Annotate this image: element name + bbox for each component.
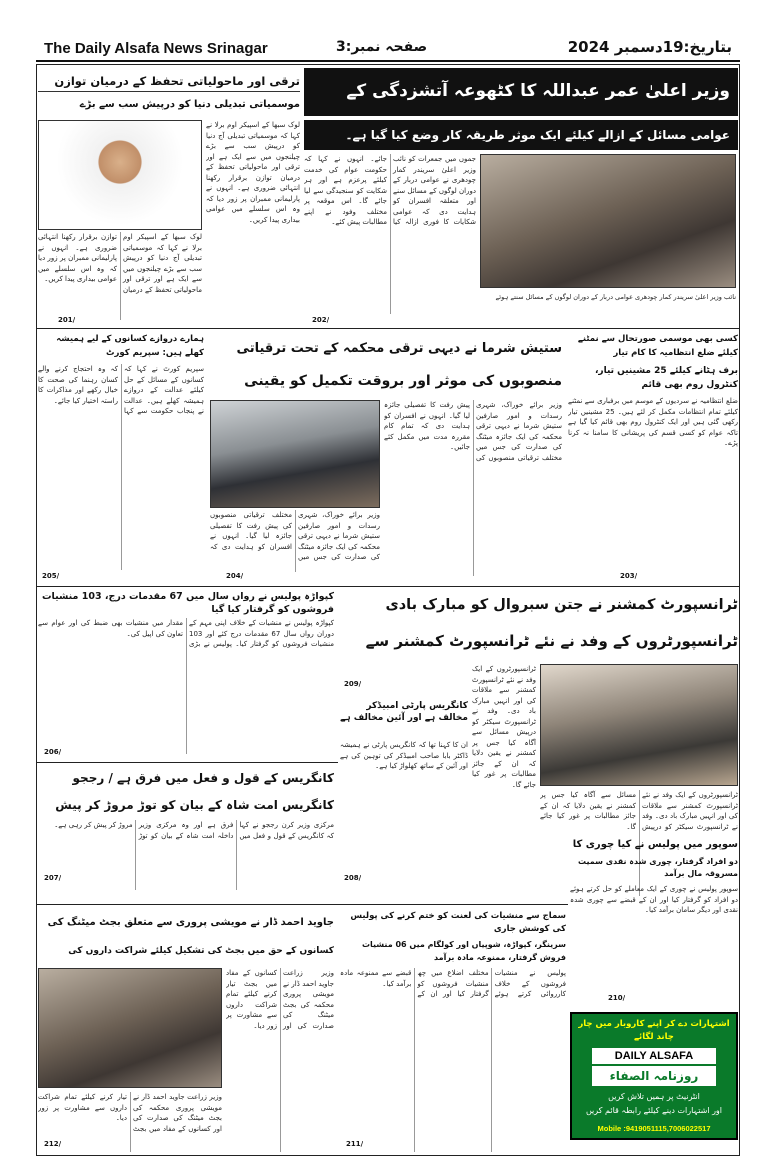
transport-subhead: ٹرانسپورٹروں کے وفد نے نئے ٹرانسپورٹ کمشنر سے [365, 632, 738, 650]
ad-mobile: Mobile :9419051115,7006022517 [597, 1124, 711, 1133]
agri-photo [38, 968, 222, 1088]
police-subhead: دو افراد گرفتار، چوری شدہ نقدی سمیت مسروقہ مال برآمد [578, 857, 738, 878]
ad-top-line: اشتہارات دے کر اپنے کاروبار میں چار چاند لگائے [578, 1019, 730, 1042]
seizure-headline: کپواڑہ پولیس نے رواں سال میں 67 مقدمات درج، 103 منشیات فروشوں کو گرفتار کیا گیا [42, 591, 334, 615]
transport-photo [540, 664, 738, 786]
transport-body: ٹرانسپورٹروں کے ایک وفد نے نئے ٹرانسپورٹ کمشنر سے ملاقات کی اور انہیں مبارک باد دی۔ وفد نے ٹرانسپورٹ سیکٹر کو درپیش مسائل سے آگاہ کیا جس پر کمشنر نے یقین دلایا کہ ان کے جائز مطالبات پر غور کیا جائے گا۔ [472, 665, 536, 789]
agri-body-right: وزیر زراعت جاوید احمد ڈار نے مویشی پروری محکمہ کی بجٹ میٹنگ کی صدارت کی اور کسانوں کے مفاد میں بجٹ تیار کرنے کیلئے تمام شراکت داروں سے مشاورت پر زور دیا۔ [226, 969, 334, 1030]
birla-headline: ترقی اور ماحولیاتی تحفظ کے درمیان توازن [38, 70, 300, 92]
cm-headline: وزیر اعلیٰ عمر عبداللہ کا کٹھوعہ آتشزدگی کے [304, 68, 738, 116]
seizure-tag: 206/ [44, 748, 62, 756]
cm-photo-caption: نائب وزیر اعلیٰ سریندر کمار چودھری عوامی دربار کے دوران لوگوں کے مسائل سنتے ہوئے [495, 293, 736, 301]
cm-body: جموں میں جمعرات کو نائب وزیر اعلیٰ سریندر کمار چودھری نے عوامی دربار کے دوران لوگوں کے مسائل سنے اور متعلقہ افسران کو ہدایت دی کہ عوامی شکایات کا فوری ازالہ کیا جائے۔ انہوں نے کہا کہ حکومت عوام کی خدمت کیلئے پرعزم ہے اور ہر شکایت کو سنجیدگی سے لیا جائے گا۔ اس موقعہ پر مختلف وفود نے اپنے مطالبات پیش کئے۔ [304, 155, 476, 226]
sharma-body-right: وزیر برائے خوراک، شہری رسدات و امور صارفین ستیش شرما نے دیہی ترقی محکمہ کی ایک جائزہ میٹنگ کی صدارت کی جس میں مختلف ترقیاتی منصوبوں کی پیش رفت کا تفصیلی جائزہ لیا گیا۔ انہوں نے افسران کو ہدایت دی کہ تمام کام مقررہ مدت میں مکمل کئے جائیں۔ [384, 401, 562, 462]
page-number: صفحہ نمبر:3 [336, 39, 428, 55]
police-headline: سوپور میں پولیس نے کیا چوری کا [572, 839, 738, 850]
sharma-subhead: منصوبوں کی موثر اور بروقت تکمیل کو یقینی [244, 373, 562, 389]
ad-brand-en: DAILY ALSAFA [592, 1048, 716, 1064]
transport-headline: ٹرانسپورٹ کمشنر نے جتن سبروال کو مبارک بادی [385, 597, 738, 613]
paper-name: The Daily Alsafa News Srinagar [44, 40, 268, 57]
deeds-body: مرکزی وزیر کرن رججو نے کہا کہ کانگریس کے قول و فعل میں فرق ہے اور وہ مرکزی وزیر داخلہ امت شاہ کے بیان کو توڑ مروڑ کر پیش کر رہی ہے۔ [54, 821, 334, 840]
cm-photo [480, 154, 736, 288]
police-body: سوپور پولیس نے چوری کے ایک معاملے کو حل کرتے ہوئے دو افراد کو گرفتار کیا اور ان کے قبضے سے چوری شدہ نقدی اور دیگر سامان برآمد کیا۔ [570, 885, 738, 914]
drugs-subhead: سرینگر، کپواڑہ، شوپیاں اور کولگام میں 06 منشیات فروش گرفتار، ممنوعہ مادہ برآمد [361, 940, 566, 962]
shah-body: ان کا کہنا تھا کہ کانگریس پارٹی نے ہمیشہ ڈاکٹر بابا صاحب امبیڈکر کی توہین کی ہے اور آئین کے ساتھ کھلواڑ کیا ہے۔ [340, 741, 468, 770]
birla-body-right: لوک سبھا کے اسپیکر اوم برلا نے کہا کہ موسمیاتی تبدیلی آج دنیا کو درپیش سب سے بڑے چیلنجوں میں سے ایک ہے اور ترقی اور ماحولیاتی تحفظ کے درمیان توازن برقرار رکھنا انتہائی ضروری ہے۔ انہوں نے پارلیمانی ممبران پر زور دیا کہ وہ اس سلسلے میں عوامی بیداری پیدا کریں۔ [206, 121, 300, 224]
shah-headline: کانگریس پارٹی امبیڈکر مخالف ہے اور آئین مخالف ہے [340, 701, 468, 723]
birla-tag: 201/ [58, 316, 76, 324]
agri-tag: 212/ [44, 1140, 62, 1148]
birla-portrait [38, 120, 202, 230]
agri-subhead: کسانوں کے حق میں بجٹ کی تشکیل کیلئے شراکت داروں کی [68, 946, 334, 956]
birla-body-bottom: لوک سبھا کے اسپیکر اوم برلا نے کہا کہ موسمیاتی تبدیلی آج دنیا کو درپیش سب سے بڑے چیلنجوں میں سے ایک ہے اور ترقی اور ماحولیاتی تحفظ کے درمیان توازن برقرار رکھنا انتہائی ضروری ہے۔ انہوں نے پارلیمانی ممبران پر زور دیا کہ وہ اس سلسلے میں عوامی بیداری پیدا کریں۔ [38, 233, 202, 294]
cm-tag: 202/ [312, 316, 330, 324]
sharma-photo [210, 400, 380, 508]
ad-box[interactable] [570, 1012, 738, 1140]
snow-body: ضلع انتظامیہ نے سردیوں کے موسم میں برفباری سے نمٹنے کیلئے تمام انتظامات مکمل کر لئے ہیں۔ 25 مشینیں تیار رکھی گئی ہیں اور ایک کنٹرول روم بھی قائم کیا گیا ہے تاکہ عوام کو کسی قسم کی پریشانی کا سامنا نہ کرنا پڑے۔ [568, 397, 738, 447]
snow-headline: کسی بھی موسمی صورتحال سے نمٹنے کیلئے ضلع انتظامیہ کا کام تیار [577, 334, 738, 358]
drugs-body: پولیس نے منشیات فروشوں کے خلاف کارروائی کرتے ہوئے مختلف اضلاع میں چھ منشیات فروشوں کو گرفتار کیا اور ان کے قبضے سے ممنوعہ مادہ برآمد کیا۔ [340, 969, 566, 998]
sharma-body-bottom: وزیر برائے خوراک، شہری رسدات و امور صارفین ستیش شرما نے دیہی ترقی محکمہ کی ایک جائزہ میٹنگ کی صدارت کی جس میں مختلف ترقیاتی منصوبوں کی پیش رفت کا تفصیلی جائزہ لیا گیا۔ انہوں نے افسران کو ہدایت دی کہ [210, 511, 380, 561]
ad-line2: اور اشتہارات دینے کیلئے رابطہ قائم کریں [585, 1106, 723, 1115]
drugs-headline: سماج سے منشیات کی لعنت کو ختم کرنے کی پولیس کی کوشش جاری [350, 911, 566, 934]
left2-tag: 205/ [42, 572, 60, 580]
snow-tag: 203/ [620, 572, 638, 580]
snow-subhead: برف ہٹانے کیلئے 25 مشینیں تیار، کنٹرول روم بھی قائم [594, 366, 738, 390]
transport-body-bottom: ٹرانسپورٹروں کے ایک وفد نے نئے ٹرانسپورٹ کمشنر سے ملاقات کی اور انہیں مبارک باد دی۔ وفد نے ٹرانسپورٹ سیکٹر کو درپیش مسائل سے آگاہ کیا جس پر کمشنر نے یقین دلایا کہ ان کے جائز مطالبات پر غور کیا جائے گا۔ [540, 791, 738, 831]
left2-body: سپریم کورٹ نے کہا کہ کسانوں کے مسائل کے حل کیلئے عدالت کے دروازے ہمیشہ کھلے ہیں۔ عدالت نے پنجاب حکومت سے کہا کہ وہ احتجاج کرنے والے کسان رہنما کی صحت کا خیال رکھے اور مذاکرات کا راستہ اختیار کیا جائے۔ [38, 365, 204, 415]
issue-date: بتاریخ:19دسمبر 2024 [567, 38, 732, 56]
sharma-headline: ستیش شرما نے دیہی ترقی محکمہ کے تحت ترقیاتی [236, 341, 562, 356]
ad-line1: انٹرنیٹ پر ہمیں تلاش کریں [608, 1092, 700, 1101]
drugs-tag: 211/ [346, 1140, 364, 1148]
transport-tag: 209/ [344, 680, 362, 688]
ad-brand-ur: روزنامہ الصفاء [592, 1066, 716, 1086]
shah-tag: 208/ [344, 874, 362, 882]
agri-body-bottom: وزیر زراعت جاوید احمد ڈار نے مویشی پروری محکمہ کی بجٹ میٹنگ کی صدارت کی اور کسانوں کے مفاد میں بجٹ تیار کرنے کیلئے تمام شراکت داروں سے مشاورت پر زور دیا۔ [38, 1093, 222, 1133]
police-tag: 210/ [608, 994, 626, 1002]
masthead [36, 34, 740, 62]
deeds-subhead: کانگریس امت شاہ کے بیان کو توڑ مروڑ کر پیش [55, 798, 334, 812]
seizure-body: کپواڑہ پولیس نے منشیات کے خلاف اپنی مہم کے دوران رواں سال 67 مقدمات درج کئے اور 103 منشیات فروشوں کو گرفتار کیا۔ پولیس نے بڑی مقدار میں منشیات بھی ضبط کی اور عوام سے تعاون کی اپیل کی۔ [38, 619, 334, 648]
agri-headline: جاوید احمد ڈار نے مویشی پروری سے متعلق بجٹ میٹنگ کی [47, 917, 334, 928]
deeds-headline: کانگریس کے قول و فعل میں فرق ہے / رججو [72, 771, 334, 785]
birla-subhead: موسمیاتی تبدیلی دنیا کو درپیش سب سے بڑے [79, 99, 300, 110]
deeds-tag: 207/ [44, 874, 62, 882]
sharma-tag: 204/ [226, 572, 244, 580]
left2-headline: ہمارے دروازے کسانوں کے لیے ہمیشہ کھلے ہیں: سپریم کورٹ [56, 334, 204, 358]
cm-subhead: عوامی مسائل کے ازالے کیلئے ایک موثر طریقہ کار وضع کیا گیا ہے۔ [304, 120, 738, 150]
